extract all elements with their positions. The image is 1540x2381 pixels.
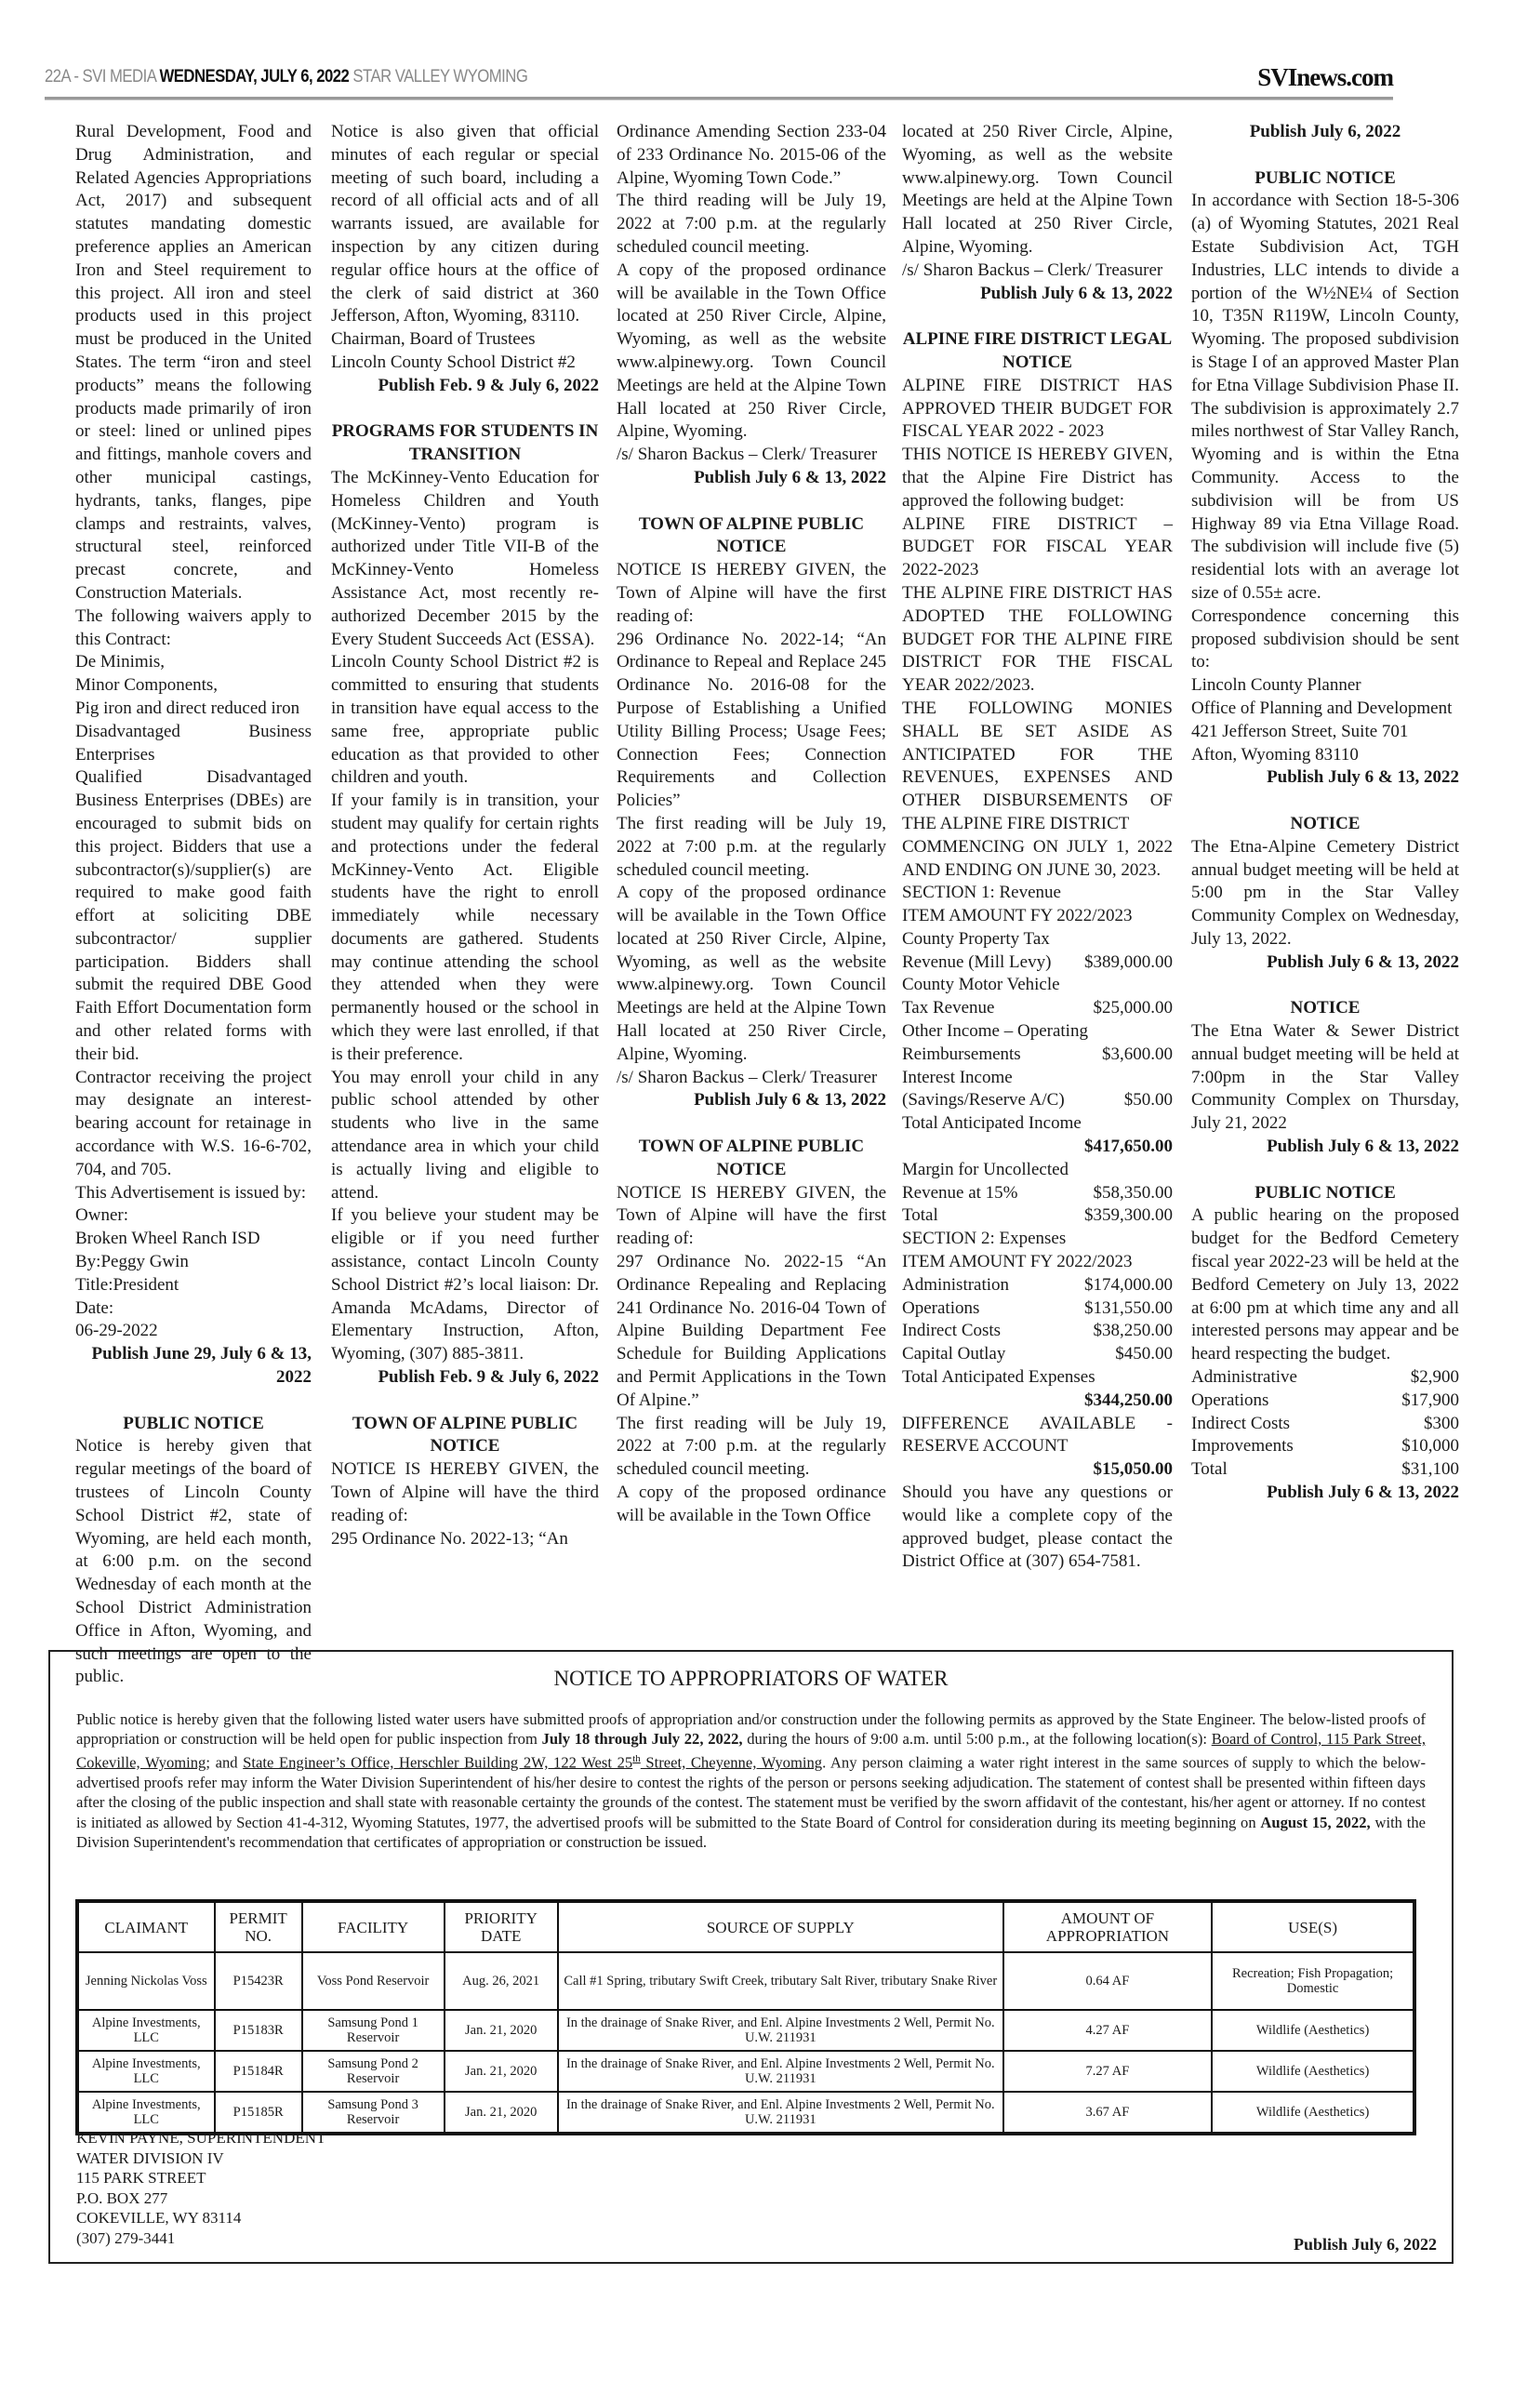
publish-line: Publish July 6, 2022 xyxy=(1249,122,1401,141)
paragraph-segment: Street, Cheyenne, Wyoming xyxy=(640,1753,823,1772)
notice-heading: NOTICE xyxy=(1290,998,1361,1018)
column-4 xyxy=(902,121,1173,1574)
paragraph: Correspondence concerning this proposed subdivision should be sent to: xyxy=(1191,605,1459,672)
permits-table xyxy=(75,1899,1416,2135)
budget-amount: $58,350.00 xyxy=(1093,1182,1173,1203)
paragraph: /s/ Sharon Backus – Clerk/ Treasurer xyxy=(617,1067,878,1087)
issue-date: WEDNESDAY, JULY 6, 2022 xyxy=(159,67,350,86)
paragraph: Notice is also given that official minutes of each regular or special meeting of such board, including a record of all official acts and of all warrants issued, are available for inspection by any citizen during regular office hours at the office of the clerk of said district at 360 Jefferson, Afton, Wyoming, 83110. xyxy=(331,122,599,326)
table-cell: In the drainage of Snake River, and Enl. Alpine Investments 2 Well, Permit No. U.W. 211931 xyxy=(558,2051,1003,2092)
address-line: (307) 279-3441 xyxy=(76,2228,176,2247)
folio xyxy=(45,67,527,87)
paragraph: NOTICE IS HEREBY GIVEN, the Town of Alpine will have the first reading of: xyxy=(617,1182,886,1249)
address-line: KEVIN PAYNE, SUPERINTENDENT xyxy=(76,2129,326,2147)
paragraph: Disadvantaged Business Enterprises xyxy=(75,721,312,765)
table-cell: Jan. 21, 2020 xyxy=(445,2092,558,2134)
paragraph: SECTION 2: Expenses xyxy=(902,1229,1067,1249)
budget-row xyxy=(1191,1366,1459,1390)
notice-heading: ALPINE FIRE DISTRICT LEGAL NOTICE xyxy=(902,329,1173,372)
paragraph: SECTION 1: Revenue xyxy=(902,883,1061,903)
publish-line: Publish July 6 & 13, 2022 xyxy=(1267,1137,1459,1157)
table-row xyxy=(77,2010,1414,2051)
paragraph: A copy of the proposed ordinance will be available in the Town Office xyxy=(617,1483,886,1525)
paragraph: Owner: xyxy=(75,1205,128,1226)
site-logo[interactable]: SVInews.com xyxy=(1257,63,1393,91)
budget-amount: $2,900 xyxy=(1410,1367,1459,1388)
budget-amount: $38,250.00 xyxy=(1093,1321,1173,1341)
table-row xyxy=(77,2051,1414,2092)
notice-heading: TOWN OF ALPINE PUBLIC NOTICE xyxy=(352,1413,578,1457)
paragraph: By:Peggy Gwin xyxy=(75,1252,189,1272)
budget-amount: $31,100 xyxy=(1401,1459,1459,1480)
paragraph: 297 Ordinance No. 2022-15 “An Ordinance Repealing and Replacing 241 Ordinance No. 2016-04 Town of Alpine Building Department Fee Schedule for Building Applications and Permit Applications in the Town Of Alpine.” xyxy=(617,1252,886,1410)
paragraph: Total Anticipated Income xyxy=(902,1113,1082,1134)
column-header: PERMIT NO. xyxy=(215,1901,302,1952)
table-cell: Alpine Investments, LLC xyxy=(77,2092,215,2134)
budget-row xyxy=(902,1020,1173,1067)
water-notice-box xyxy=(48,1650,1454,2264)
publish-line: $15,050.00 xyxy=(1093,1459,1173,1480)
table-cell: Alpine Investments, LLC xyxy=(77,2051,215,2092)
paragraph: A copy of the proposed ordinance will be available in the Town Office located at 250 River Circle, Alpine, Wyoming, as well as the website www.alpinewy.org. Town Council Meetings are held at the Alpine Town Hall located at 250 River Circle, Alpine, Wyoming. xyxy=(617,883,886,1064)
paragraph: If your family is in transition, your student may qualify for certain rights and protections under the federal McKinney-Vento Act. Eligible students have the right to enroll immediately while necessary documents are gathered. Students may continue attending the school they attended when they were permanently housed or the school in which they were last enrolled, if that is their preference. xyxy=(331,791,599,1064)
paragraph: A copy of the proposed ordinance will be available in the Town Office located at 250 River Circle, Alpine, Wyoming, as well as the website www.alpinewy.org. Town Council Meetings are held at the Alpine Town Hall located at 250 River Circle, Alpine, Wyoming. xyxy=(617,259,886,442)
paragraph-segment: Public notice is hereby given that the following listed water users have submitted proofs of appropriation and/or construction under the following permits as approved by the State Engineer. The below-listed proofs of appropriation or construction will be held open for public inspection from xyxy=(76,1710,1426,1749)
paragraph: Date: xyxy=(75,1297,114,1318)
budget-row xyxy=(902,1343,1173,1366)
table-cell: Jan. 21, 2020 xyxy=(445,2051,558,2092)
paragraph: De Minimis, xyxy=(75,652,166,672)
table-cell: Call #1 Spring, tributary Swift Creek, tributary Salt River, tributary Snake River xyxy=(558,1952,1003,2010)
paragraph: DIFFERENCE AVAILABLE - RESERVE ACCOUNT xyxy=(902,1413,1173,1457)
budget-row xyxy=(1191,1458,1459,1482)
paragraph: Qualified Disadvantaged Business Enterprises (DBEs) are encouraged to submit bids on this project. Bidders that use a subcontractor(s)/supplier(s) are required to make good faith effort at soliciting DBE subcontractor/ supplier participation. Bidders shall submit the required DBE Good Faith Effort Documentation form and other related forms with their bid. xyxy=(75,767,312,1064)
notice-heading: PUBLIC NOTICE xyxy=(123,1413,264,1433)
paragraph: The first reading will be July 19, 2022 at 7:00 p.m. at the regularly scheduled council meeting. xyxy=(617,813,886,880)
paragraph: The Etna Water & Sewer District annual budget meeting will be held at 7:00pm in the Star Valley Community Complex on Thursday, July 21, 2022 xyxy=(1191,1021,1459,1134)
paragraph: Ordinance Amending Section 233-04 of 233 Ordinance No. 2015-06 of the Alpine, Wyoming Town Code.” xyxy=(617,122,886,188)
column-header: USE(S) xyxy=(1212,1901,1414,1952)
header-rule xyxy=(45,97,1393,100)
location-label: STAR VALLEY WYOMING xyxy=(352,67,528,86)
table-cell: Voss Pond Reservoir xyxy=(302,1952,445,2010)
paragraph: Notice is hereby given that regular meetings of the board of trustees of Lincoln County School District #2, state of Wyoming, are held each month, at 6:00 p.m. on the second Wednesday of each month at the School District Administration Office in Afton, Wyoming, and such meetings are open to the public. xyxy=(75,1436,312,1687)
publish-line: Publish July 6 & 13, 2022 xyxy=(1267,951,1459,972)
publish-line: Publish July 6 & 13, 2022 xyxy=(694,1090,886,1111)
notice-heading: TOWN OF ALPINE PUBLIC NOTICE xyxy=(638,513,865,557)
budget-item: Administrative xyxy=(1191,1367,1297,1388)
budget-row xyxy=(902,1204,1173,1228)
paragraph: /s/ Sharon Backus – Clerk/ Treasurer xyxy=(617,445,878,465)
budget-amount: $389,000.00 xyxy=(1084,951,1173,972)
column-1 xyxy=(75,121,312,1689)
section-label: 22A - SVI MEDIA xyxy=(45,67,156,86)
budget-item: Interest Income (Savings/Reserve A/C) xyxy=(902,1067,1065,1111)
budget-amount: $3,600.00 xyxy=(1102,1044,1173,1064)
budget-item: Operations xyxy=(1191,1390,1269,1410)
table-cell: P15184R xyxy=(215,2051,302,2092)
paragraph: A public hearing on the proposed budget for the Bedford Cemetery fiscal year 2022-23 will be held at the Bedford Cemetery on July 13, 2022 at 6:00 pm at which time any and all interested persons may appear and be heard respecting the budget. xyxy=(1191,1205,1459,1364)
budget-item: Capital Outlay xyxy=(902,1344,1006,1364)
column-2 xyxy=(331,121,599,1550)
table-cell: Samsung Pond 1 Reservoir xyxy=(302,2010,445,2051)
table-cell: In the drainage of Snake River, and Enl. Alpine Investments 2 Well, Permit No. U.W. 211931 xyxy=(558,2010,1003,2051)
paragraph: Rural Development, Food and Drug Administration, and Related Agencies Appropriations Act, 2017) and subsequent statutes mandating domestic preference applies an American Iron and Steel requirement to this project. All iron and steel products used in this project must be produced in the United States. The term “iron and steel products” means the following products made primarily of iron or steel: lined or unlined pipes and fittings, manhole covers and other municipal castings, hydrants, tanks, flanges, pipe clamps and restraints, valves, structural steel, reinforced precast concrete, and Construction Materials. xyxy=(75,122,312,603)
publish-line: $344,250.00 xyxy=(1084,1390,1173,1410)
budget-row xyxy=(1191,1435,1459,1458)
budget-item: County Property Tax Revenue (Mill Levy) xyxy=(902,928,1052,972)
paragraph: Contractor receiving the project may designate an interest-bearing account for retainage in accordance with W.S. 16-6-702, 704, and 705. xyxy=(75,1067,312,1179)
paragraph-segment: August 15, 2022, xyxy=(1260,1813,1371,1831)
budget-item: Total xyxy=(902,1205,938,1226)
paragraph-segment: Board of Control, 115 Park Street, Cokeville, Wyoming xyxy=(76,1730,1426,1772)
budget-amount: $131,550.00 xyxy=(1084,1297,1173,1318)
address-line: WATER DIVISION IV xyxy=(76,2148,224,2167)
address-line: COKEVILLE, WY 83114 xyxy=(76,2209,242,2227)
table-cell: P15423R xyxy=(215,1952,302,2010)
paragraph: ITEM AMOUNT FY 2022/2023 xyxy=(902,1252,1133,1272)
budget-row xyxy=(1191,1413,1459,1436)
budget-amount: $17,900 xyxy=(1401,1390,1459,1410)
paragraph-segment: ; and xyxy=(206,1753,244,1772)
notice-heading: PUBLIC NOTICE xyxy=(1255,1182,1396,1203)
budget-amount: $359,300.00 xyxy=(1084,1205,1173,1226)
publish-line: Publish July 6 & 13, 2022 xyxy=(1267,1483,1459,1503)
budget-item: Indirect Costs xyxy=(1191,1413,1291,1433)
table-cell: 7.27 AF xyxy=(1003,2051,1212,2092)
paragraph: Afton, Wyoming 83110 xyxy=(1191,744,1359,765)
budget-amount: $300 xyxy=(1424,1413,1459,1433)
table-cell: 4.27 AF xyxy=(1003,2010,1212,2051)
table-cell: Jenning Nickolas Voss xyxy=(77,1952,215,2010)
paragraph-segment: . Any person claiming a water right interest in the same sources of supply to which the below-advertised proofs refer may inform the Water Division Superintendent of his/her desire to contest the rights of the person or persons seeking adjudication. The statement of contest shall be presented within fifteen days after the closing of the public inspection and shall state with reasonable certainty the grounds of the contest. The statement must be verified by the sworn affidavit of the contestant, his/her agent or attorney. If no contest is initiated as allowed by Section 41-4-312, Wyoming Statutes, 1977, the advertised proofs will be submitted to the State Board of Control for consideration during its meeting beginning on xyxy=(76,1753,1426,1831)
column-3 xyxy=(617,121,886,1528)
paragraph: THIS NOTICE IS HEREBY GIVEN, that the Alpine Fire District has approved the following budget: xyxy=(902,445,1173,511)
notice-heading: PROGRAMS FOR STUDENTS IN TRANSITION xyxy=(331,421,599,465)
paragraph: The first reading will be July 19, 2022 at 7:00 p.m. at the regularly scheduled council meeting. xyxy=(617,1413,886,1480)
paragraph: If you believe your student may be eligible or if you need further assistance, contact Lincoln County School District #2’s local liaison: Dr. Amanda McAdams, Director of Elementary Instruction, Afton, Wyoming, (307) 885-3811. xyxy=(331,1205,599,1364)
table-cell: Samsung Pond 3 Reservoir xyxy=(302,2092,445,2134)
budget-item: Indirect Costs xyxy=(902,1321,1002,1341)
budget-item: Margin for Uncollected Revenue at 15% xyxy=(902,1159,1069,1203)
budget-amount: $174,000.00 xyxy=(1084,1274,1173,1295)
paragraph: /s/ Sharon Backus – Clerk/ Treasurer xyxy=(902,259,1163,280)
budget-amount: $50.00 xyxy=(1123,1090,1173,1111)
notice-heading: PUBLIC NOTICE xyxy=(1255,167,1396,188)
paragraph: 06-29-2022 xyxy=(75,1321,158,1341)
paragraph: NOTICE IS HEREBY GIVEN, the Town of Alpine will have the third reading of: xyxy=(331,1459,599,1525)
budget-item: Improvements xyxy=(1191,1436,1294,1457)
table-cell: P15183R xyxy=(215,2010,302,2051)
paragraph: Office of Planning and Development xyxy=(1191,698,1453,718)
paragraph-segment: during the hours of 9:00 a.m. until 5:00 p.m., at the following location(s): xyxy=(742,1730,1212,1749)
paragraph: The Etna-Alpine Cemetery District annual budget meeting will be held at 5:00 pm in the Star Valley Community Complex on Wednesday, July 13, 2022. xyxy=(1191,836,1459,949)
publish-line: Publish Feb. 9 & July 6, 2022 xyxy=(378,1367,599,1388)
table-cell: 3.67 AF xyxy=(1003,2092,1212,2134)
budget-row xyxy=(902,1297,1173,1321)
table-cell: Wildlife (Aesthetics) xyxy=(1212,2010,1414,2051)
paragraph: Broken Wheel Ranch ISD xyxy=(75,1229,260,1249)
publish-line: Publish July 6, 2022 xyxy=(1293,2235,1437,2254)
paragraph: The third reading will be July 19, 2022 at 7:00 p.m. at the regularly scheduled council meeting. xyxy=(617,191,886,257)
table-cell: Samsung Pond 2 Reservoir xyxy=(302,2051,445,2092)
publish-line: Publish July 6 & 13, 2022 xyxy=(980,283,1173,303)
address-line: P.O. BOX 277 xyxy=(76,2188,168,2207)
budget-item: Other Income – Operating Reimbursements xyxy=(902,1021,1088,1064)
budget-amount: $450.00 xyxy=(1115,1344,1173,1364)
paragraph: Total Anticipated Expenses xyxy=(902,1367,1095,1388)
budget-item: Administration xyxy=(902,1274,1010,1295)
table-cell: P15185R xyxy=(215,2092,302,2134)
publish-line: Publish Feb. 9 & July 6, 2022 xyxy=(378,375,599,395)
budget-amount: $10,000 xyxy=(1401,1436,1459,1457)
superintendent-address xyxy=(76,2128,325,2248)
table-cell: 0.64 AF xyxy=(1003,1952,1212,2010)
paragraph-segment: July 18 through July 22, 2022, xyxy=(541,1730,743,1749)
paragraph: Pig iron and direct reduced iron xyxy=(75,698,300,718)
table-header-row xyxy=(77,1901,1414,1952)
water-notice-paragraph xyxy=(76,1709,1426,1852)
column-5 xyxy=(1191,121,1459,1505)
paragraph-segment: State Engineer’s Office, Herschler Building 2W, 122 West 25 xyxy=(243,1753,633,1772)
budget-row xyxy=(902,1274,1173,1297)
budget-amount: $25,000.00 xyxy=(1093,998,1173,1018)
paragraph: 295 Ordinance No. 2022-13; “An xyxy=(331,1528,568,1549)
paragraph: Lincoln County School District #2 is committed to ensuring that students in transition have equal access to the same free, appropriate public education as that provided to other children and youth. xyxy=(331,652,599,788)
column-header: CLAIMANT xyxy=(77,1901,215,1952)
paragraph: 421 Jefferson Street, Suite 701 xyxy=(1191,721,1409,741)
column-header: SOURCE OF SUPPLY xyxy=(558,1901,1003,1952)
budget-row xyxy=(902,974,1173,1020)
address-line: 115 PARK STREET xyxy=(76,2169,206,2187)
paragraph: COMMENCING ON JULY 1, 2022 AND ENDING ON JUNE 30, 2023. xyxy=(902,836,1173,880)
column-header: PRIORITY DATE xyxy=(445,1901,558,1952)
paragraph: You may enroll your child in any public school attended by other students who live in the same attendance area in which your child is actually living and eligible to attend. xyxy=(331,1067,599,1203)
paragraph: Lincoln County School District #2 xyxy=(331,352,576,372)
paragraph: ITEM AMOUNT FY 2022/2023 xyxy=(902,906,1133,926)
paragraph: located at 250 River Circle, Alpine, Wyoming, as well as the website www.alpinewy.org. Town Council Meetings are held at the Alpine Town Hall located at 250 River Circle, Alpine, Wyoming. xyxy=(902,122,1173,257)
table-cell: In the drainage of Snake River, and Enl. Alpine Investments 2 Well, Permit No. U.W. 211931 xyxy=(558,2092,1003,2134)
table-cell: Wildlife (Aesthetics) xyxy=(1212,2051,1414,2092)
publish-line: Publish June 29, July 6 & 13, 2022 xyxy=(91,1344,312,1388)
publish-line: $417,650.00 xyxy=(1084,1137,1173,1157)
paragraph: Lincoln County Planner xyxy=(1191,675,1361,696)
table-cell: Wildlife (Aesthetics) xyxy=(1212,2092,1414,2134)
page-header xyxy=(45,65,1393,93)
paragraph: Chairman, Board of Trustees xyxy=(331,329,536,350)
budget-row xyxy=(902,1320,1173,1343)
paragraph-segment: th xyxy=(632,1752,641,1764)
column-header: FACILITY xyxy=(302,1901,445,1952)
notice-heading: TOWN OF ALPINE PUBLIC NOTICE xyxy=(638,1137,865,1179)
paragraph: Title:President xyxy=(75,1274,179,1295)
publish-line: Publish July 6 & 13, 2022 xyxy=(694,467,886,487)
paragraph: Minor Components, xyxy=(75,675,219,696)
budget-item: County Motor Vehicle Tax Revenue xyxy=(902,975,1060,1018)
table-cell: Alpine Investments, LLC xyxy=(77,2010,215,2051)
publish-line: Publish July 6 & 13, 2022 xyxy=(1267,767,1459,788)
paragraph: ALPINE FIRE DISTRICT – BUDGET FOR FISCAL YEAR 2022-2023 xyxy=(902,513,1173,580)
table-cell: Recreation; Fish Propagation; Domestic xyxy=(1212,1952,1414,2010)
budget-row xyxy=(1191,1390,1459,1413)
budget-item: Operations xyxy=(902,1297,980,1318)
paragraph: 296 Ordinance No. 2022-14; “An Ordinance to Repeal and Replace 245 Ordinance No. 2016-08 for the Purpose of Establishing a Unified Utility Billing Process; Usage Fees; Connection Fees; Connection Requirements and Collection Policies” xyxy=(617,629,886,811)
paragraph: Should you have any questions or would like a complete copy of the approved budget, please contact the District Office at (307) 654-7581. xyxy=(902,1483,1173,1572)
budget-row xyxy=(902,928,1173,975)
column-header: AMOUNT OF APPROPRIATION xyxy=(1003,1901,1212,1952)
table-cell: Aug. 26, 2021 xyxy=(445,1952,558,2010)
paragraph: This Advertisement is issued by: xyxy=(75,1182,307,1203)
paragraph: ALPINE FIRE DISTRICT HAS APPROVED THEIR BUDGET FOR FISCAL YEAR 2022 - 2023 xyxy=(902,375,1173,442)
table-cell: Jan. 21, 2020 xyxy=(445,2010,558,2051)
paragraph: THE ALPINE FIRE DISTRICT HAS ADOPTED THE FOLLOWING BUDGET FOR THE ALPINE FIRE DISTRICT FOR THE FISCAL YEAR 2022/2023. xyxy=(902,582,1173,696)
paragraph: The following waivers apply to this Contract: xyxy=(75,605,312,649)
budget-row xyxy=(902,1159,1173,1205)
paragraph: In accordance with Section 18-5-306 (a) of Wyoming Statutes, 2021 Real Estate Subdivision Act, TGH Industries, LLC intends to divide a portion of the W½NE¼ of Section 10, T35N R119W, Lincoln County, Wyoming. The proposed subdivision is Stage I of an approved Master Plan for Etna Village Subdivision Phase II. The subdivision is approximately 2.7 miles northwest of Star Valley Ranch, Wyoming and is within the Etna Community. Access to the subdivision will be from US Highway 89 via Etna Village Road. The subdivision will include five (5) residential lots with an average lot size of 0.55± acre. xyxy=(1191,191,1459,603)
water-notice-title: NOTICE TO APPROPRIATORS OF WATER xyxy=(553,1667,949,1690)
paragraph-segment: with the Division Superintendent's recommendation that certificates of appropriation or construction be issued. xyxy=(76,1813,1426,1851)
paragraph: NOTICE IS HEREBY GIVEN, the Town of Alpine will have the first reading of: xyxy=(617,560,886,626)
budget-row xyxy=(902,1067,1173,1113)
paragraph: THE FOLLOWING MONIES SHALL BE SET ASIDE AS ANTICIPATED FOR THE REVENUES, EXPENSES AND OTHER DISBURSEMENTS OF THE ALPINE FIRE DISTRICT xyxy=(902,698,1173,833)
budget-item: Total xyxy=(1191,1459,1228,1480)
table-row xyxy=(77,1952,1414,2010)
paragraph: The McKinney-Vento Education for Homeless Children and Youth (McKinney-Vento) program is authorized under Title VII-B of the McKinney-Vento Homeless Assistance Act, most recently re-authorized December 2015 by the Every Student Succeeds Act (ESSA). xyxy=(331,467,599,649)
notice-heading: NOTICE xyxy=(1290,813,1361,833)
